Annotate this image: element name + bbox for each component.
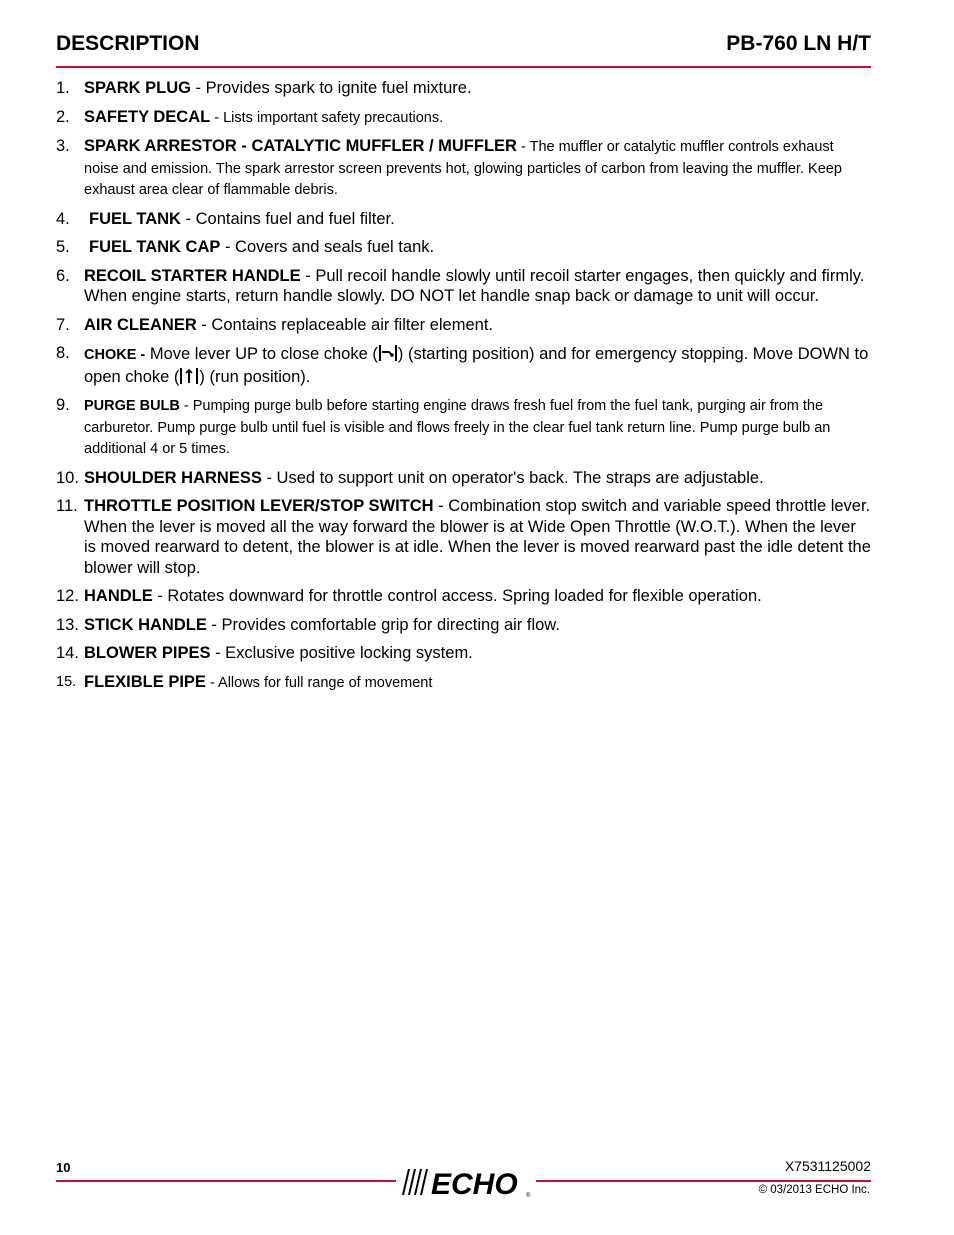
item-description: - Combination stop switch and variable speed throttle lever. When the lever is moved all the way forward the blower is at Wide Open Throttle (W.O.T.). When the lever is moved rearward to detent, the blower is at idle. When the lever is moved rearward past the idle detent the blower will stop. (84, 497, 871, 577)
item-description: - Contains fuel and fuel filter. (180, 209, 395, 228)
list-item (56, 586, 871, 607)
item-number: 9. (56, 396, 70, 414)
item-title: SAFETY DECAL (84, 107, 211, 126)
logo-wordmark: ECHO (431, 1168, 518, 1199)
list-item (56, 136, 871, 201)
choke-closed-icon (378, 343, 398, 363)
item-title: FUEL TANK (89, 209, 181, 228)
list-item (56, 672, 871, 694)
description-list (56, 78, 871, 701)
footer-divider-right (536, 1180, 871, 1182)
item-description: - The muffler or catalytic muffler controls exhaust noise and emission. The spark arrestor screen prevents hot, glowing particles of carbon from leaving the muffler. Keep exhaust area clear of flammable debris. (84, 139, 842, 198)
item-description: - Provides comfortable grip for directing air flow. (206, 615, 560, 634)
item-number: 12. (56, 587, 79, 605)
item-description: - Contains replaceable air filter element. (196, 315, 493, 334)
svg-text:®: ® (526, 1193, 531, 1199)
item-number: 5. (56, 238, 70, 256)
choke-open-icon (179, 366, 199, 386)
item-number: 1. (56, 79, 70, 97)
item-description: - Lists important safety precautions. (210, 109, 444, 126)
list-item (56, 496, 871, 578)
list-item (56, 266, 871, 307)
item-title: FUEL TANK CAP (89, 238, 221, 256)
item-description: - Rotates downward for throttle control access. Spring loaded for flexible operation. (152, 587, 762, 605)
list-item (56, 107, 871, 129)
item-description: ) (run position). (199, 367, 311, 386)
item-title: THROTTLE POSITION LEVER/STOP SWITCH (84, 497, 434, 515)
item-number: 4. (56, 209, 70, 228)
item-description: - Exclusive positive locking system. (210, 644, 473, 662)
page-number: 10 (56, 1160, 71, 1175)
item-description: - Covers and seals fuel tank. (220, 238, 435, 256)
item-number: 2. (56, 107, 70, 126)
item-title: FLEXIBLE PIPE (84, 672, 206, 691)
item-description: - Used to support unit on operator's back. The straps are adjustable. (261, 468, 764, 487)
item-title: RECOIL STARTER HANDLE (84, 266, 301, 285)
item-title: BLOWER PIPES (84, 644, 211, 662)
item-number: 13. (56, 615, 79, 634)
item-title: SPARK ARRESTOR - CATALYTIC MUFFLER / MUFFLER (84, 137, 517, 155)
item-title: PURGE BULB (84, 398, 180, 414)
item-description: - Pumping purge bulb before starting engine draws fresh fuel from the fuel tank, purging air from the carburetor. Pump purge bulb until fuel is visible and flows freely in the clear fuel tank return line. Pump purge bulb an additional 4 or 5 times. (84, 398, 831, 457)
document-number: X7531125002 (784, 1158, 871, 1174)
list-item (56, 395, 871, 460)
item-number: 7. (56, 315, 70, 334)
list-item (56, 468, 871, 489)
item-description: Move lever UP to close choke ( (145, 345, 378, 363)
item-title: HANDLE (84, 587, 153, 605)
item-number: 11. (56, 497, 78, 515)
footer-divider-left (56, 1180, 396, 1182)
model-name: PB-760 LN H/T (726, 32, 871, 55)
copyright: © 03/2013 ECHO Inc. (758, 1184, 870, 1196)
item-title: SPARK PLUG (84, 79, 191, 97)
section-title: DESCRIPTION (56, 32, 200, 55)
list-item (56, 615, 871, 636)
item-number: 6. (56, 266, 70, 285)
item-number: 10. (56, 468, 79, 487)
item-title: CHOKE - (84, 347, 146, 363)
list-item (56, 343, 871, 387)
list-item (56, 315, 871, 336)
list-item (56, 237, 871, 258)
item-title: SHOULDER HARNESS (84, 468, 262, 487)
item-description: - Allows for full range of movement (205, 674, 433, 691)
list-item (56, 78, 871, 99)
item-number: 14. (56, 644, 79, 662)
item-title: AIR CLEANER (84, 315, 197, 334)
echo-logo (398, 1163, 534, 1199)
list-item (56, 643, 871, 664)
item-number: 3. (56, 137, 70, 155)
item-number: 8. (56, 344, 70, 362)
item-description: - Pull recoil handle slowly until recoil starter engages, then quickly and firmly. When engine starts, return handle slowly. DO NOT let handle snap back or damage to unit will occur. (84, 266, 865, 305)
page-header (56, 32, 871, 68)
list-item (56, 209, 871, 230)
item-description: - Provides spark to ignite fuel mixture. (190, 79, 472, 97)
item-description: ) (starting position) and for emergency stopping. Move DOWN to open choke ( (84, 345, 869, 386)
item-number: 15. (56, 673, 77, 690)
item-title: STICK HANDLE (84, 615, 207, 634)
